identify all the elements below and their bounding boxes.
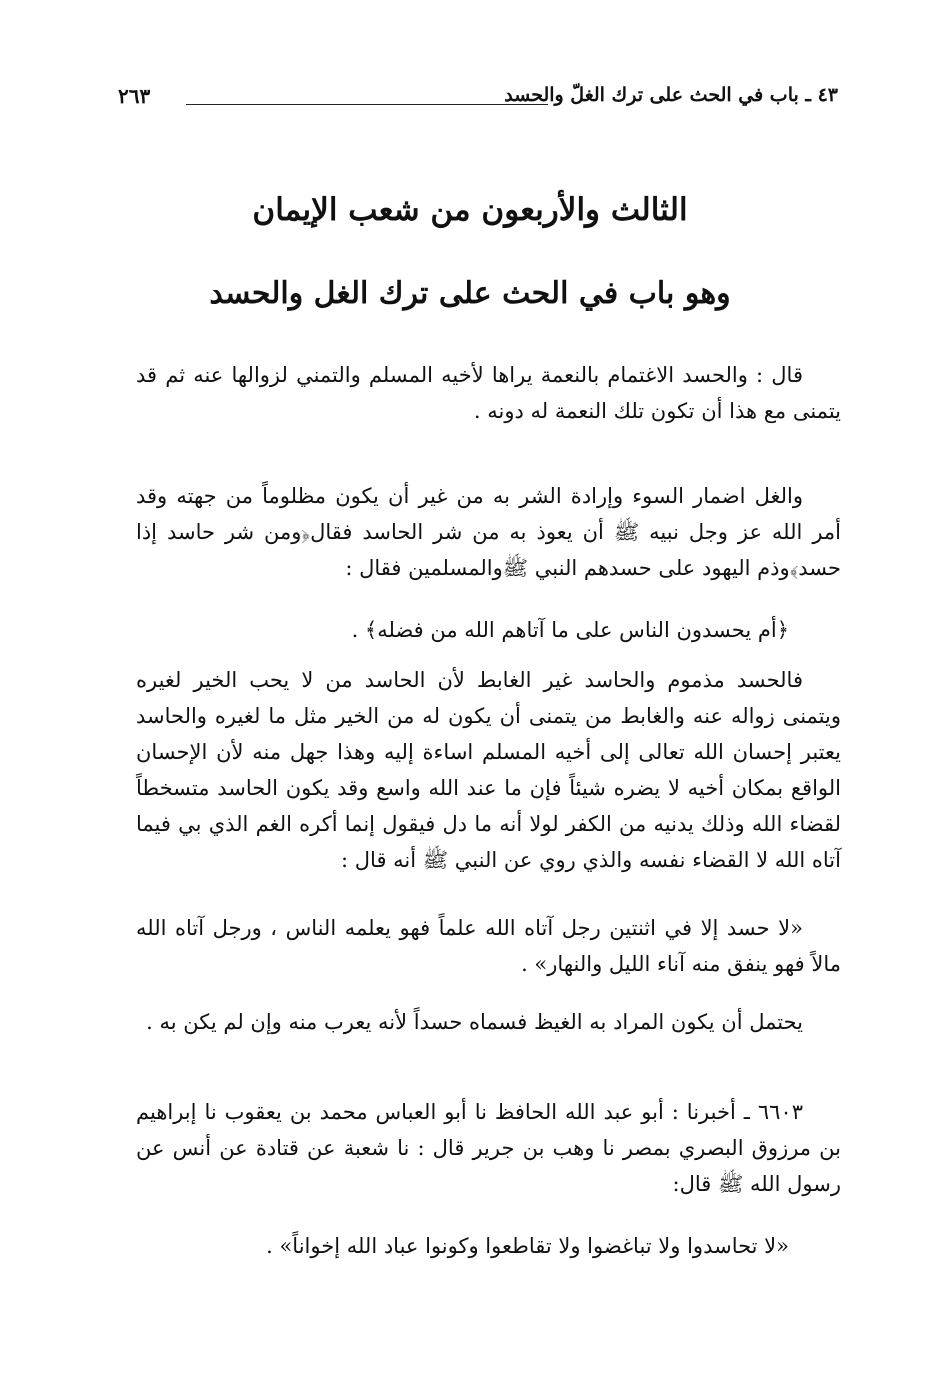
- header-rule: [186, 104, 548, 105]
- section-title: الثالث والأربعون من شعب الإيمان: [252, 192, 688, 228]
- section-subtitle: وهو باب في الحث على ترك الغل والحسد: [209, 276, 731, 311]
- quran-verse: ﴿أم يحسدون الناس على ما آتاهم الله من فضله﴾ .: [351, 618, 789, 642]
- hadith-chain: ٦٦٠٣ ـ أخبرنا : أبو عبد الله الحافظ نا أبو العباس محمد بن يعقوب نا إبراهيم بن مرزوق البصري بمصر نا وهب بن جرير قال : نا شعبة عن قتادة عن أنس عن رسول الله ﷺ قال:: [136, 1100, 841, 1196]
- paragraph-definition-ghill: والغل اضمار السوء وإرادة الشر به من غير أن يكون مظلوماً من جهته وقد أمر الله عز وجل نبيه ﷺ أن يعوذ به من شر الحاسد فقال﴿ومن شر حاسد إذا حسد﴾وذم اليهود على حسدهم النبي ﷺوالمسلمين فقال :: [136, 484, 841, 580]
- hadith-quote: «لا حسد إلا في اثنتين رجل آتاه الله علماً فهو يعلمه الناس ، ورجل آتاه الله مالاً فهو ينفق منه آناء الليل والنهار» .: [136, 916, 841, 976]
- paragraph-definition-hasad: قال : والحسد الاغتمام بالنعمة يراها لأخيه المسلم والتمني لزوالها عنه ثم قد يتمنى مع هذا أن تكون تلك النعمة له دونه .: [136, 363, 841, 423]
- page-number: ٢٦٣: [118, 84, 151, 108]
- paragraph-interpretation: يحتمل أن يكون المراد به الغيظ فسماه حسداً لأنه يعرب منه وإن لم يكن به .: [146, 1010, 803, 1034]
- running-header: [118, 84, 838, 118]
- paragraph-envy-explanation: فالحسد مذموم والحاسد غير الغابط لأن الحاسد من لا يحب الخير لغيره ويتمنى زواله عنه والغابط من يتمنى أن يكون له من الخير مثل ما لغيره والحاسد يعتبر إحسان الله تعالى إلى أخيه المسلم اساءة إليه وهذا جهل منه لأن الإحسان الواقع بمكان أخيه لا يضره شيئاً فإن ما عند الله واسع وقد يكون الحاسد متسخطاً لقضاء الله وذلك يدنيه من الكفر لولا أنه ما دل فيقول إنما أكره الغم الذي بي فيما آتاه الله لا القضاء نفسه والذي روي عن النبي ﷺ أنه قال :: [136, 668, 841, 872]
- chapter-title: ٤٣ ـ باب في الحث على ترك الغلّ والحسد: [504, 84, 838, 106]
- hadith-text: «لا تحاسدوا ولا تباغضوا ولا تقاطعوا وكونوا عباد الله إخواناً» .: [266, 1234, 789, 1258]
